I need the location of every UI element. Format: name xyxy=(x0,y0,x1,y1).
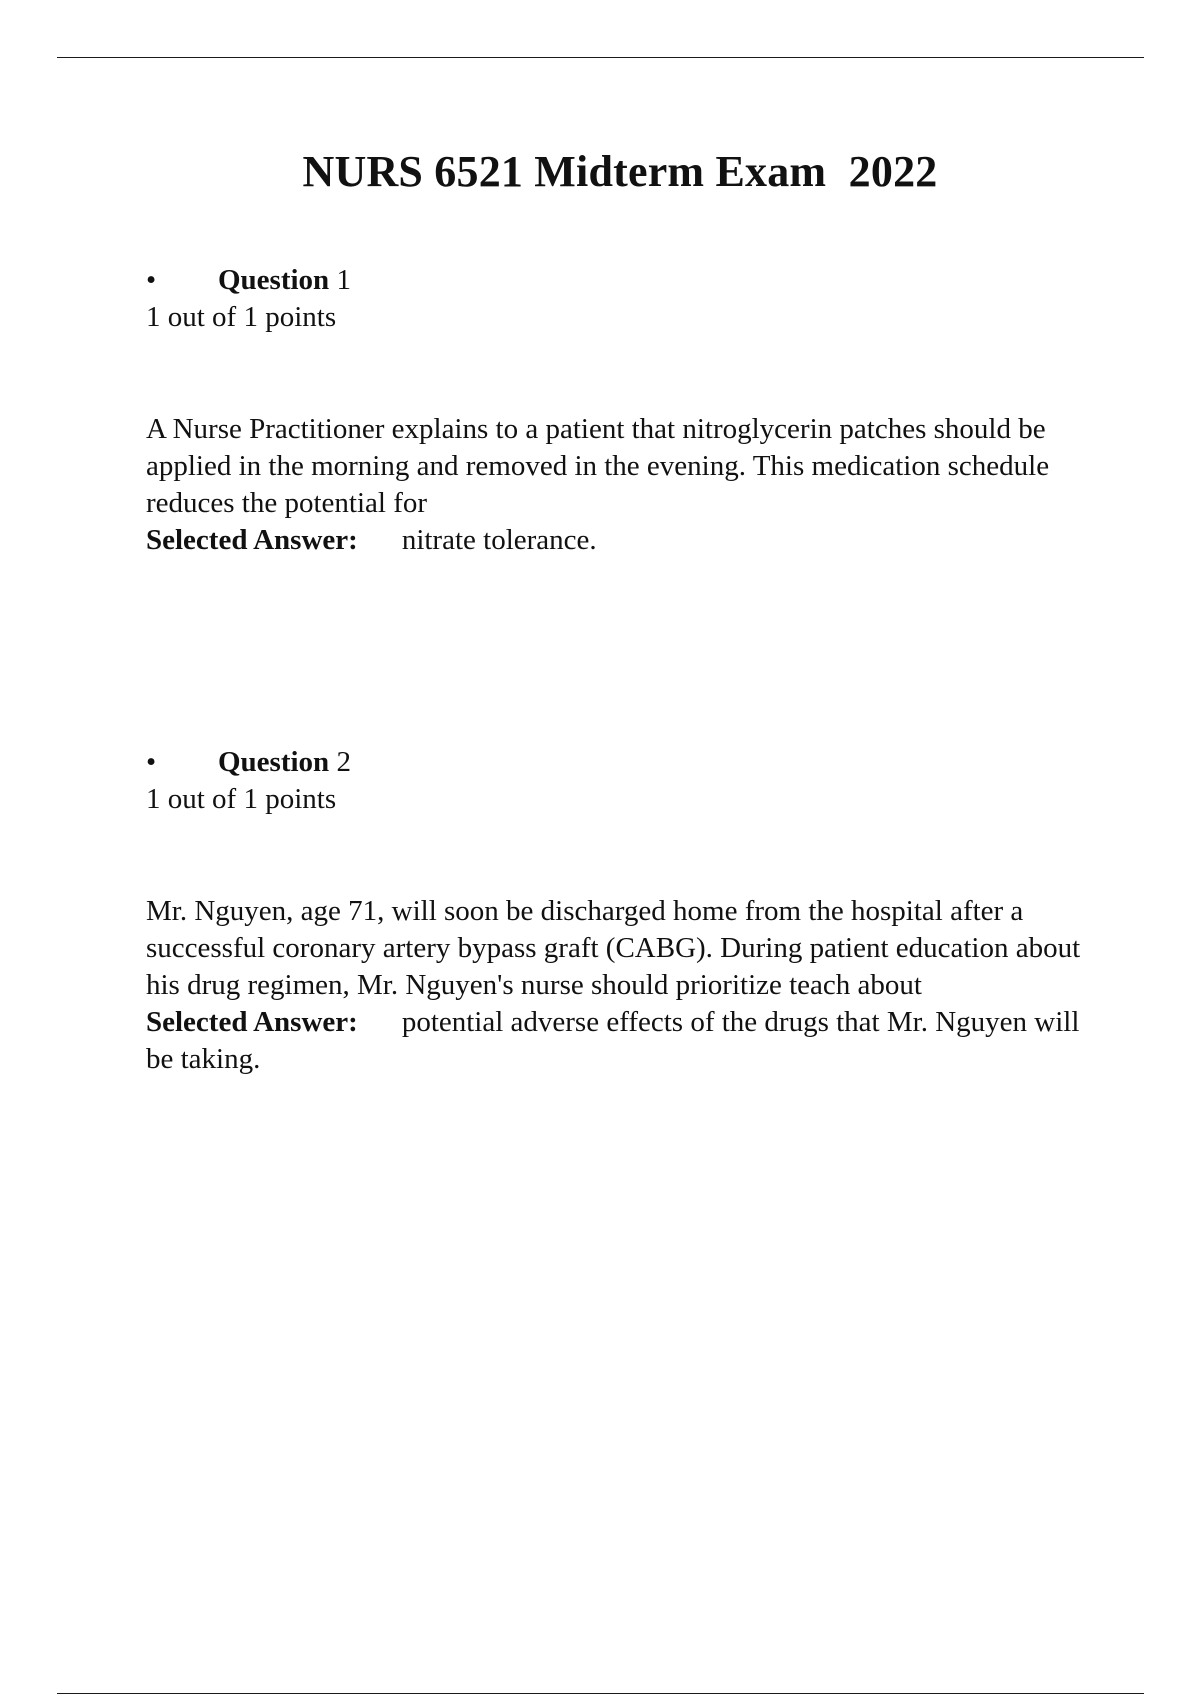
selected-answer-row xyxy=(146,1004,1086,1078)
selected-answer-value: potential adverse effects of the drugs that Mr. Nguyen will be taking. xyxy=(146,1006,1080,1075)
question-label xyxy=(218,744,351,781)
question-points: 1 out of 1 points xyxy=(146,301,337,333)
question-prompt: A Nurse Practitioner explains to a patient that nitroglycerin patches should be applied in the morning and removed in the evening. This medication schedule reduces the potential for xyxy=(146,413,1050,519)
question-word: Question xyxy=(218,746,330,778)
question-points: 1 out of 1 points xyxy=(146,783,337,815)
question-header xyxy=(146,744,1086,781)
question-label xyxy=(218,262,351,299)
question-block xyxy=(146,262,1086,559)
bottom-divider xyxy=(57,1693,1144,1694)
question-header xyxy=(146,262,1086,299)
top-divider xyxy=(57,57,1144,58)
question-prompt: Mr. Nguyen, age 71, will soon be discharged home from the hospital after a successful coronary artery bypass graft (CABG). During patient education about his drug regimen, Mr. Nguyen's nurse should prioritize teach about xyxy=(146,895,1081,1001)
question-text xyxy=(146,893,1086,1078)
question-text xyxy=(146,411,1086,559)
bullet-icon: • xyxy=(146,264,157,296)
bullet-icon: • xyxy=(146,746,157,778)
selected-answer-row xyxy=(146,522,1086,559)
selected-answer-value: nitrate tolerance. xyxy=(401,524,597,556)
question-word: Question xyxy=(218,264,330,296)
page-title: NURS 6521 Midterm Exam 2022 xyxy=(302,147,938,196)
question-block xyxy=(146,744,1086,1078)
selected-answer-label: Selected Answer: xyxy=(146,524,358,556)
question-number: 1 xyxy=(336,264,351,296)
question-number: 2 xyxy=(336,746,351,778)
selected-answer-label: Selected Answer: xyxy=(146,1006,358,1038)
